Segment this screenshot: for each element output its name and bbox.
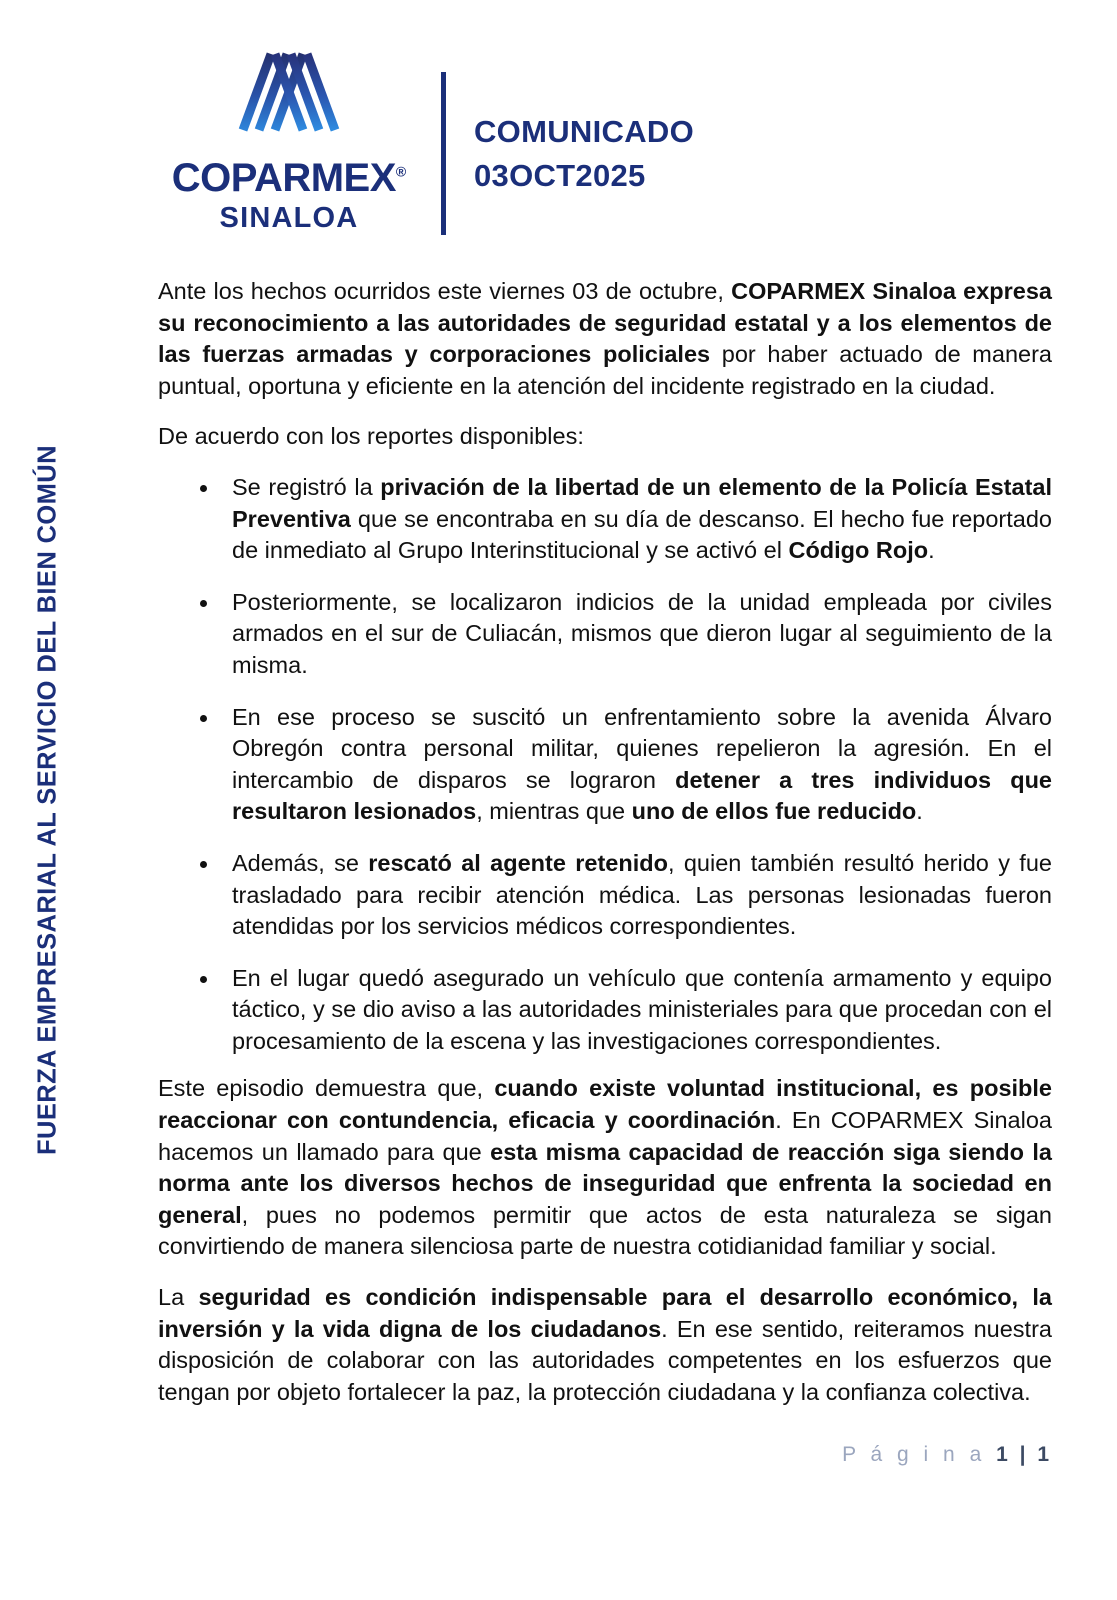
text-run: . — [928, 537, 935, 564]
lead-in-paragraph — [158, 421, 1052, 453]
text-run: , mientras que — [476, 798, 632, 825]
closing-paragraph-2 — [158, 1282, 1052, 1408]
footer-label: P á g i n a — [842, 1443, 997, 1466]
page-title — [474, 110, 694, 198]
subbrand-text: SINALOA — [219, 202, 359, 234]
registered-mark: ® — [395, 163, 407, 180]
side-banner-text: FUERZA EMPRESARIAL AL SERVICIO DEL BIEN COMÚN — [33, 445, 62, 1155]
emphasis-run: esta misma capacidad de reacción siga siendo la norma ante los diversos hechos de inseguridad que enfrenta la sociedad en general — [158, 1138, 1052, 1228]
emphasis-run: cuando existe voluntad institucional, es posible reaccionar con contundencia, eficacia y coordinación — [158, 1075, 1052, 1134]
list-item — [158, 963, 1052, 1058]
page-title-line1: COMUNICADO — [474, 114, 694, 149]
document-header — [0, 0, 1117, 258]
emphasis-run: COPARMEX Sinaloa expresa su reconocimiento a las autoridades de seguridad estatal y a los elementos de las fuerzas armadas y corporaciones policiales — [158, 278, 1052, 368]
list-item — [158, 848, 1052, 943]
list-item — [158, 587, 1052, 682]
emphasis-run: uno de ellos fue reducido — [631, 798, 917, 825]
text-run: Ante los hechos ocurridos este viernes 03 de octubre, — [158, 278, 732, 304]
emphasis-run: privación de la libertad de un elemento de la Policía Estatal Preventiva — [232, 473, 1053, 532]
text-run: La — [158, 1284, 199, 1311]
coparmex-logo-icon — [233, 46, 345, 150]
emphasis-run: Código Rojo — [788, 537, 929, 564]
text-run: por haber actuado de manera puntual, oportuna y eficiente en la atención del incidente registrado en la ciudad. — [158, 341, 1052, 399]
text-run: . En ese sentido, reiteramos nuestra disposición de colaborar con las autoridades competentes en los esfuerzos que tengan por objeto fortalecer la paz, la protección ciudadana y la confianza colectiva. — [158, 1315, 1052, 1405]
emphasis-run: rescató al agente retenido — [368, 849, 668, 876]
wordmark-text: COPARMEX — [171, 156, 396, 200]
footer-page-number: 1 | 1 — [996, 1443, 1052, 1466]
header-divider — [441, 72, 446, 235]
emphasis-run: seguridad es condición indispensable para el desarrollo económico, la inversión y la vida digna de los ciudadanos — [158, 1284, 1052, 1342]
emphasis-run: detener a tres individuos que resultaron lesionados — [232, 766, 1052, 825]
wordmark — [172, 158, 407, 198]
text-run: Además, se — [232, 849, 369, 876]
page-title-line2: 03OCT2025 — [474, 158, 646, 194]
intro-paragraph — [158, 276, 1052, 402]
page-footer — [0, 1443, 1052, 1467]
text-run: En ese proceso se suscitó un enfrentamiento sobre la avenida Álvaro Obregón contra personal militar, quienes repelieron la agresión. En el intercambio de disparos se lograron — [232, 703, 1052, 793]
text-run: Posteriormente, se localizaron indicios de la unidad empleada por civiles armados en el sur de Culiacán, mismos que dieron lugar al seguimiento de la misma. — [232, 588, 1052, 678]
text-run: . En COPARMEX Sinaloa hacemos un llamado para que — [158, 1107, 1052, 1165]
text-run: que se encontraba en su día de descanso. El hecho fue reportado de inmediato al Grupo Interinstitucional y se activó el — [232, 505, 1052, 564]
list-item — [158, 702, 1052, 828]
text-run: , quien también resultó herido y fue trasladado para recibir atención médica. Las personas lesionadas fueron atendidas por los servicios médicos correspondientes. — [232, 849, 1052, 940]
text-run: , pues no podemos permitir que actos de esta naturaleza se sigan convirtiendo de manera silenciosa parte de nuestra cotidianidad familiar y social. — [158, 1201, 1052, 1260]
text-run: En el lugar quedó asegurado un vehículo que contenía armamento y equipo táctico, y se dio aviso a las autoridades ministeriales para que procedan con el procesamiento de la escena y las investigaciones correspondientes. — [232, 964, 1052, 1054]
text-run: Se registró la — [232, 473, 381, 500]
text-run: Este episodio demuestra que, — [158, 1075, 495, 1102]
closing-paragraph-1 — [158, 1073, 1052, 1263]
document-body — [158, 276, 1052, 1408]
text-run: De acuerdo con los reportes disponibles: — [158, 423, 584, 450]
text-run: . — [916, 798, 923, 825]
report-bullet-list — [158, 472, 1052, 1058]
list-item — [158, 472, 1052, 567]
brand-block — [158, 46, 420, 233]
